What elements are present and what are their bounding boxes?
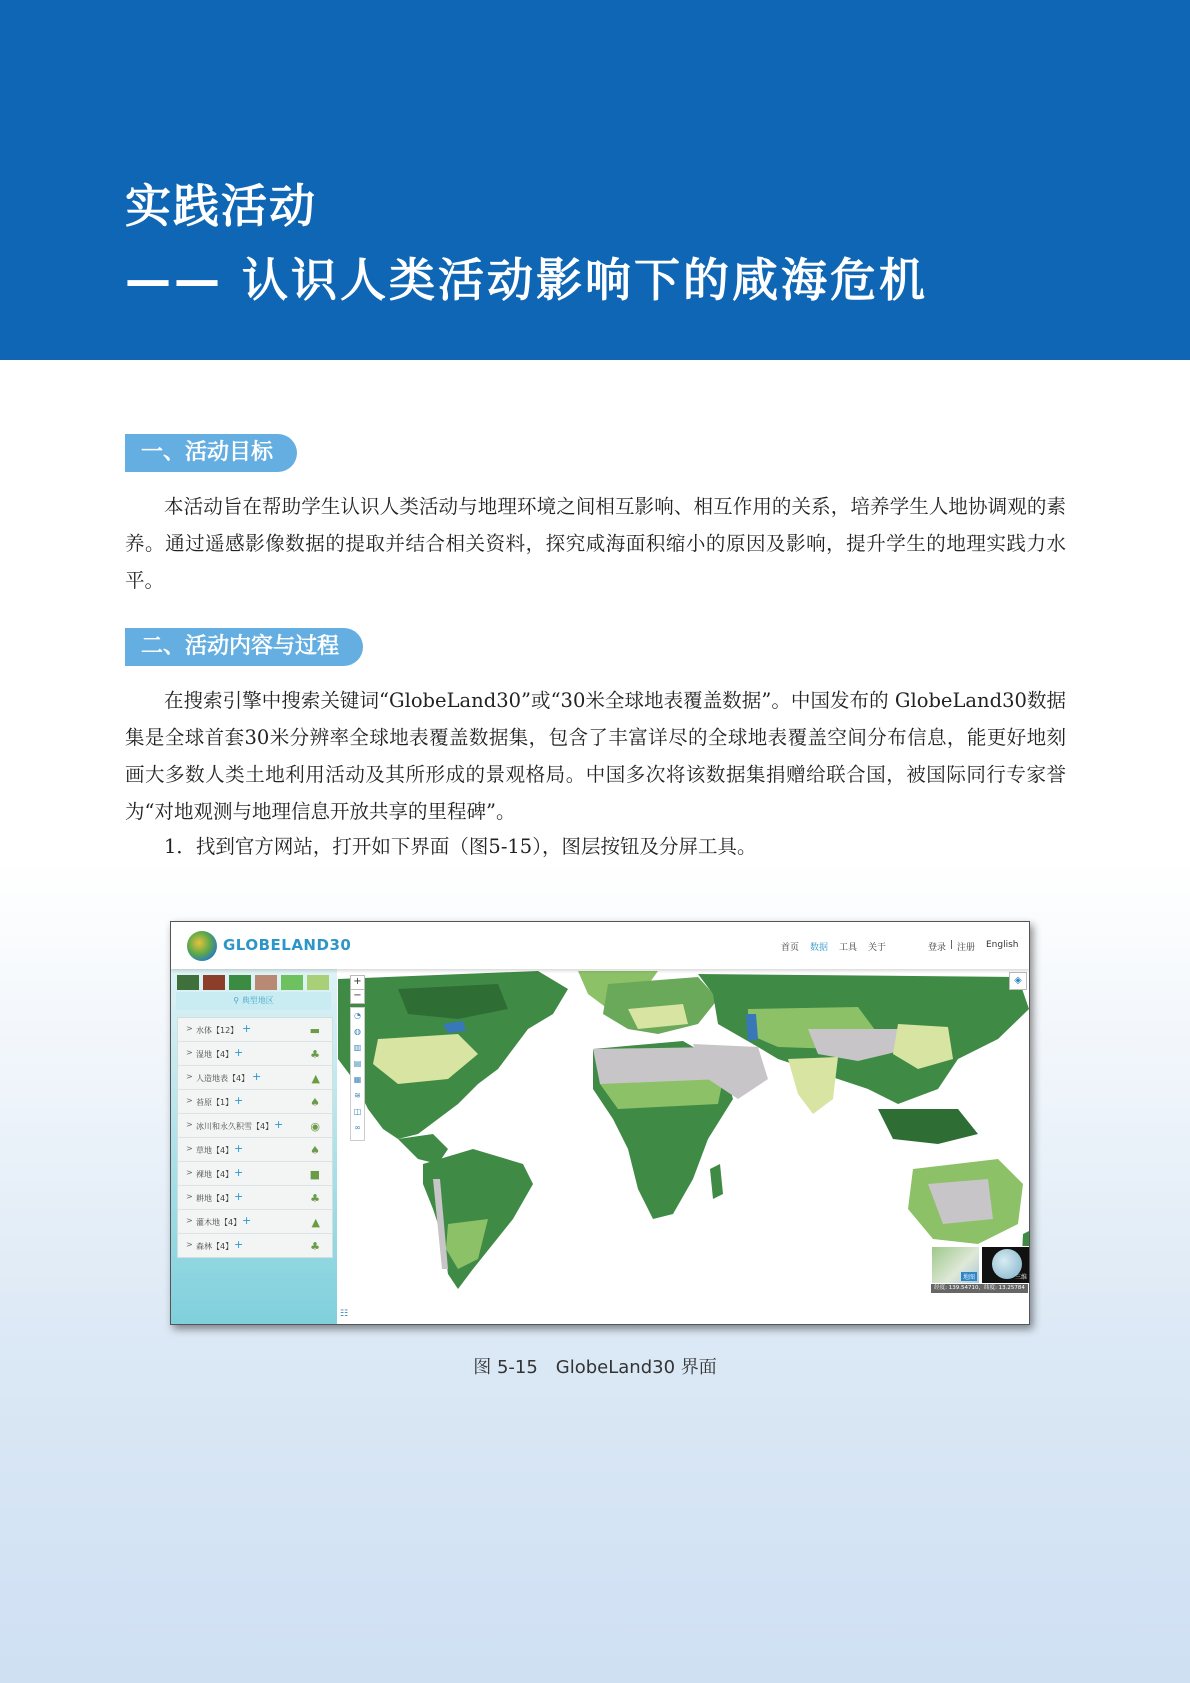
typical-region-tab[interactable] [176, 992, 331, 1010]
section-heading-goal: 一、活动目标 [125, 434, 297, 472]
chevron-right-icon: > [186, 1144, 193, 1153]
layer-label: 人造地表【4】 [196, 1074, 250, 1083]
globe-thumbnail[interactable] [981, 1246, 1030, 1284]
color-swatch[interactable] [307, 975, 329, 990]
goal-text: 本活动旨在帮助学生认识人类活动与地理环境之间相互影响、相互作用的关系，培养学生人地协调观的素养。通过遥感影像数据的提取并结合相关资料，探究咸海面积缩小的原因及影响，提升学生的地理实践力水平。 [125, 495, 1066, 592]
site-header [171, 922, 1029, 969]
globe-icon[interactable]: ◍ [354, 1027, 361, 1036]
nav-register[interactable]: 注册 [957, 943, 976, 953]
banner-subtitle: —— 认识人类活动影响下的咸海危机 [125, 253, 929, 307]
layer-label: 灌木地【4】 [196, 1218, 242, 1227]
layer-item-forest[interactable] [178, 1234, 332, 1257]
layer-item-bareland[interactable] [178, 1162, 332, 1186]
layer-label: 草地【4】 [196, 1146, 234, 1155]
add-icon[interactable]: + [234, 1046, 244, 1059]
add-icon[interactable]: + [242, 1214, 252, 1227]
layer-item-tundra[interactable] [178, 1090, 332, 1114]
nav-data[interactable]: 数据 [810, 943, 829, 953]
add-icon[interactable]: + [234, 1190, 244, 1203]
goal-paragraph [125, 488, 1066, 599]
water-icon: ▬ [309, 1024, 320, 1037]
globe-thumbnail-label: 三维 [1014, 1274, 1027, 1281]
pie-chart-icon[interactable]: ◔ [354, 1011, 361, 1020]
madagascar-landmass [710, 1164, 723, 1199]
grass-icon: ♠ [310, 1144, 320, 1157]
layer-item-glacier[interactable] [178, 1114, 332, 1138]
process-text: 在搜索引擎中搜索关键词“GlobeLand30”或“30米全球地表覆盖数据”。中国发布的 GlobeLand30数据集是全球首套30米分辨率全球地表覆盖数据集，包含了丰富详尽的全球地表覆盖空间分布信息，能更好地刻画大多数人类土地利用活动及其所形成的景观格局。中国多次将该数据集捐赠给联合国，被国际同行专家誉为“对地观测与地理信息开放共享的里程碑”。 [125, 689, 1066, 823]
layer-item-water[interactable] [178, 1018, 332, 1042]
layer-item-shrubland[interactable] [178, 1210, 332, 1234]
color-swatch[interactable] [177, 975, 199, 990]
nav-tools[interactable]: 工具 [839, 943, 858, 953]
chevron-right-icon: > [186, 1168, 193, 1177]
caspian-sea [746, 1014, 758, 1041]
cropland-icon: ♣ [310, 1192, 320, 1205]
coordinate-readout: 经度: 139.54710，纬度: 13.25784 [931, 1284, 1028, 1293]
layer-label: 水体【12】 [196, 1026, 239, 1035]
southeast-asia-islands [878, 1109, 978, 1144]
zoom-out-button[interactable]: − [350, 989, 365, 1004]
trash-icon[interactable]: ▥ [353, 1043, 362, 1052]
chevron-right-icon: > [186, 1192, 193, 1201]
layer-label: 湿地【4】 [196, 1050, 234, 1059]
chevron-right-icon: > [186, 1096, 193, 1105]
shrub-icon: ▲ [311, 1216, 320, 1229]
nav-english[interactable]: English [986, 940, 1019, 950]
chevron-right-icon: > [186, 1024, 193, 1033]
binoculars-icon[interactable]: ∞ [354, 1123, 361, 1132]
layer-label: 耕地【4】 [196, 1194, 234, 1203]
chevron-right-icon: > [186, 1216, 193, 1225]
snow-icon: ◉ [310, 1120, 320, 1133]
sahel-grassland [600, 1079, 723, 1109]
add-icon[interactable]: + [252, 1070, 262, 1083]
globe-logo-icon [187, 931, 217, 961]
database-icon[interactable]: ▤ [353, 1059, 362, 1068]
add-icon[interactable]: + [274, 1118, 284, 1131]
layers-switch-icon[interactable]: ◈ [1009, 972, 1027, 990]
color-swatch[interactable] [203, 975, 225, 990]
nav-separator: | [950, 940, 954, 950]
chevron-right-icon: > [186, 1048, 193, 1057]
region-tab-label: 典型地区 [241, 996, 274, 1005]
bareland-icon: ■ [309, 1168, 320, 1181]
title-banner [0, 0, 1190, 360]
building-icon: ▲ [311, 1072, 320, 1085]
color-swatch[interactable] [255, 975, 277, 990]
add-icon[interactable]: + [234, 1238, 244, 1251]
layer-label: 裸地【4】 [196, 1170, 234, 1179]
nav-home[interactable]: 首页 [781, 943, 800, 953]
section-heading-process: 二、活动内容与过程 [125, 628, 363, 666]
india-cropland [788, 1057, 838, 1114]
chevron-right-icon: > [186, 1120, 193, 1129]
color-swatch[interactable] [229, 975, 251, 990]
layer-item-artificial-surface[interactable] [178, 1066, 332, 1090]
chevron-right-icon: > [186, 1072, 193, 1081]
layer-item-wetland[interactable] [178, 1042, 332, 1066]
layer-item-cropland[interactable] [178, 1186, 332, 1210]
nav-login[interactable]: 登录 [928, 943, 947, 953]
map-thumbnail[interactable] [931, 1246, 980, 1284]
world-map[interactable] [338, 969, 1029, 1324]
color-swatch[interactable] [281, 975, 303, 990]
add-icon[interactable]: + [234, 1142, 244, 1155]
zoom-in-button[interactable]: + [350, 975, 365, 990]
legend-icon[interactable]: ☷ [340, 1309, 349, 1319]
layer-sidebar [171, 969, 337, 1324]
layer-label: 苔原【1】 [196, 1098, 234, 1107]
site-logo-text[interactable]: GLOBELAND30 [223, 936, 352, 954]
figure-caption: 图 5-15 GlobeLand30 界面 [473, 1357, 717, 1378]
map-toolbar [350, 1007, 365, 1141]
wetland-icon: ♣ [310, 1048, 320, 1061]
step-1-text: 1．找到官方网站，打开如下界面（图5-15），图层按钮及分屏工具。 [164, 835, 757, 858]
split-screen-icon[interactable]: ◫ [353, 1107, 362, 1116]
land-cover-map-svg [338, 969, 1029, 1324]
measure-icon[interactable]: ≋ [354, 1091, 361, 1100]
add-icon[interactable]: + [234, 1166, 244, 1179]
layer-item-grassland[interactable] [178, 1138, 332, 1162]
tundra-icon: ♠ [310, 1096, 320, 1109]
layers-stack-icon[interactable]: ▦ [353, 1075, 362, 1084]
process-paragraph [125, 682, 1066, 830]
nav-about[interactable]: 关于 [868, 943, 887, 953]
layer-label: 冰川和永久积雪【4】 [196, 1122, 274, 1131]
globeland30-screenshot [170, 921, 1030, 1325]
layer-label: 森林【4】 [196, 1242, 234, 1251]
layer-list [177, 1017, 333, 1258]
forest-icon: ♣ [310, 1240, 320, 1253]
chevron-right-icon: > [186, 1240, 193, 1249]
location-pin-icon: ⚲ [233, 996, 240, 1005]
banner-title: 实践活动 [125, 179, 317, 233]
map-thumbnail-label: 地图 [962, 1274, 975, 1281]
add-icon[interactable]: + [234, 1094, 244, 1107]
add-icon[interactable]: + [242, 1022, 252, 1035]
